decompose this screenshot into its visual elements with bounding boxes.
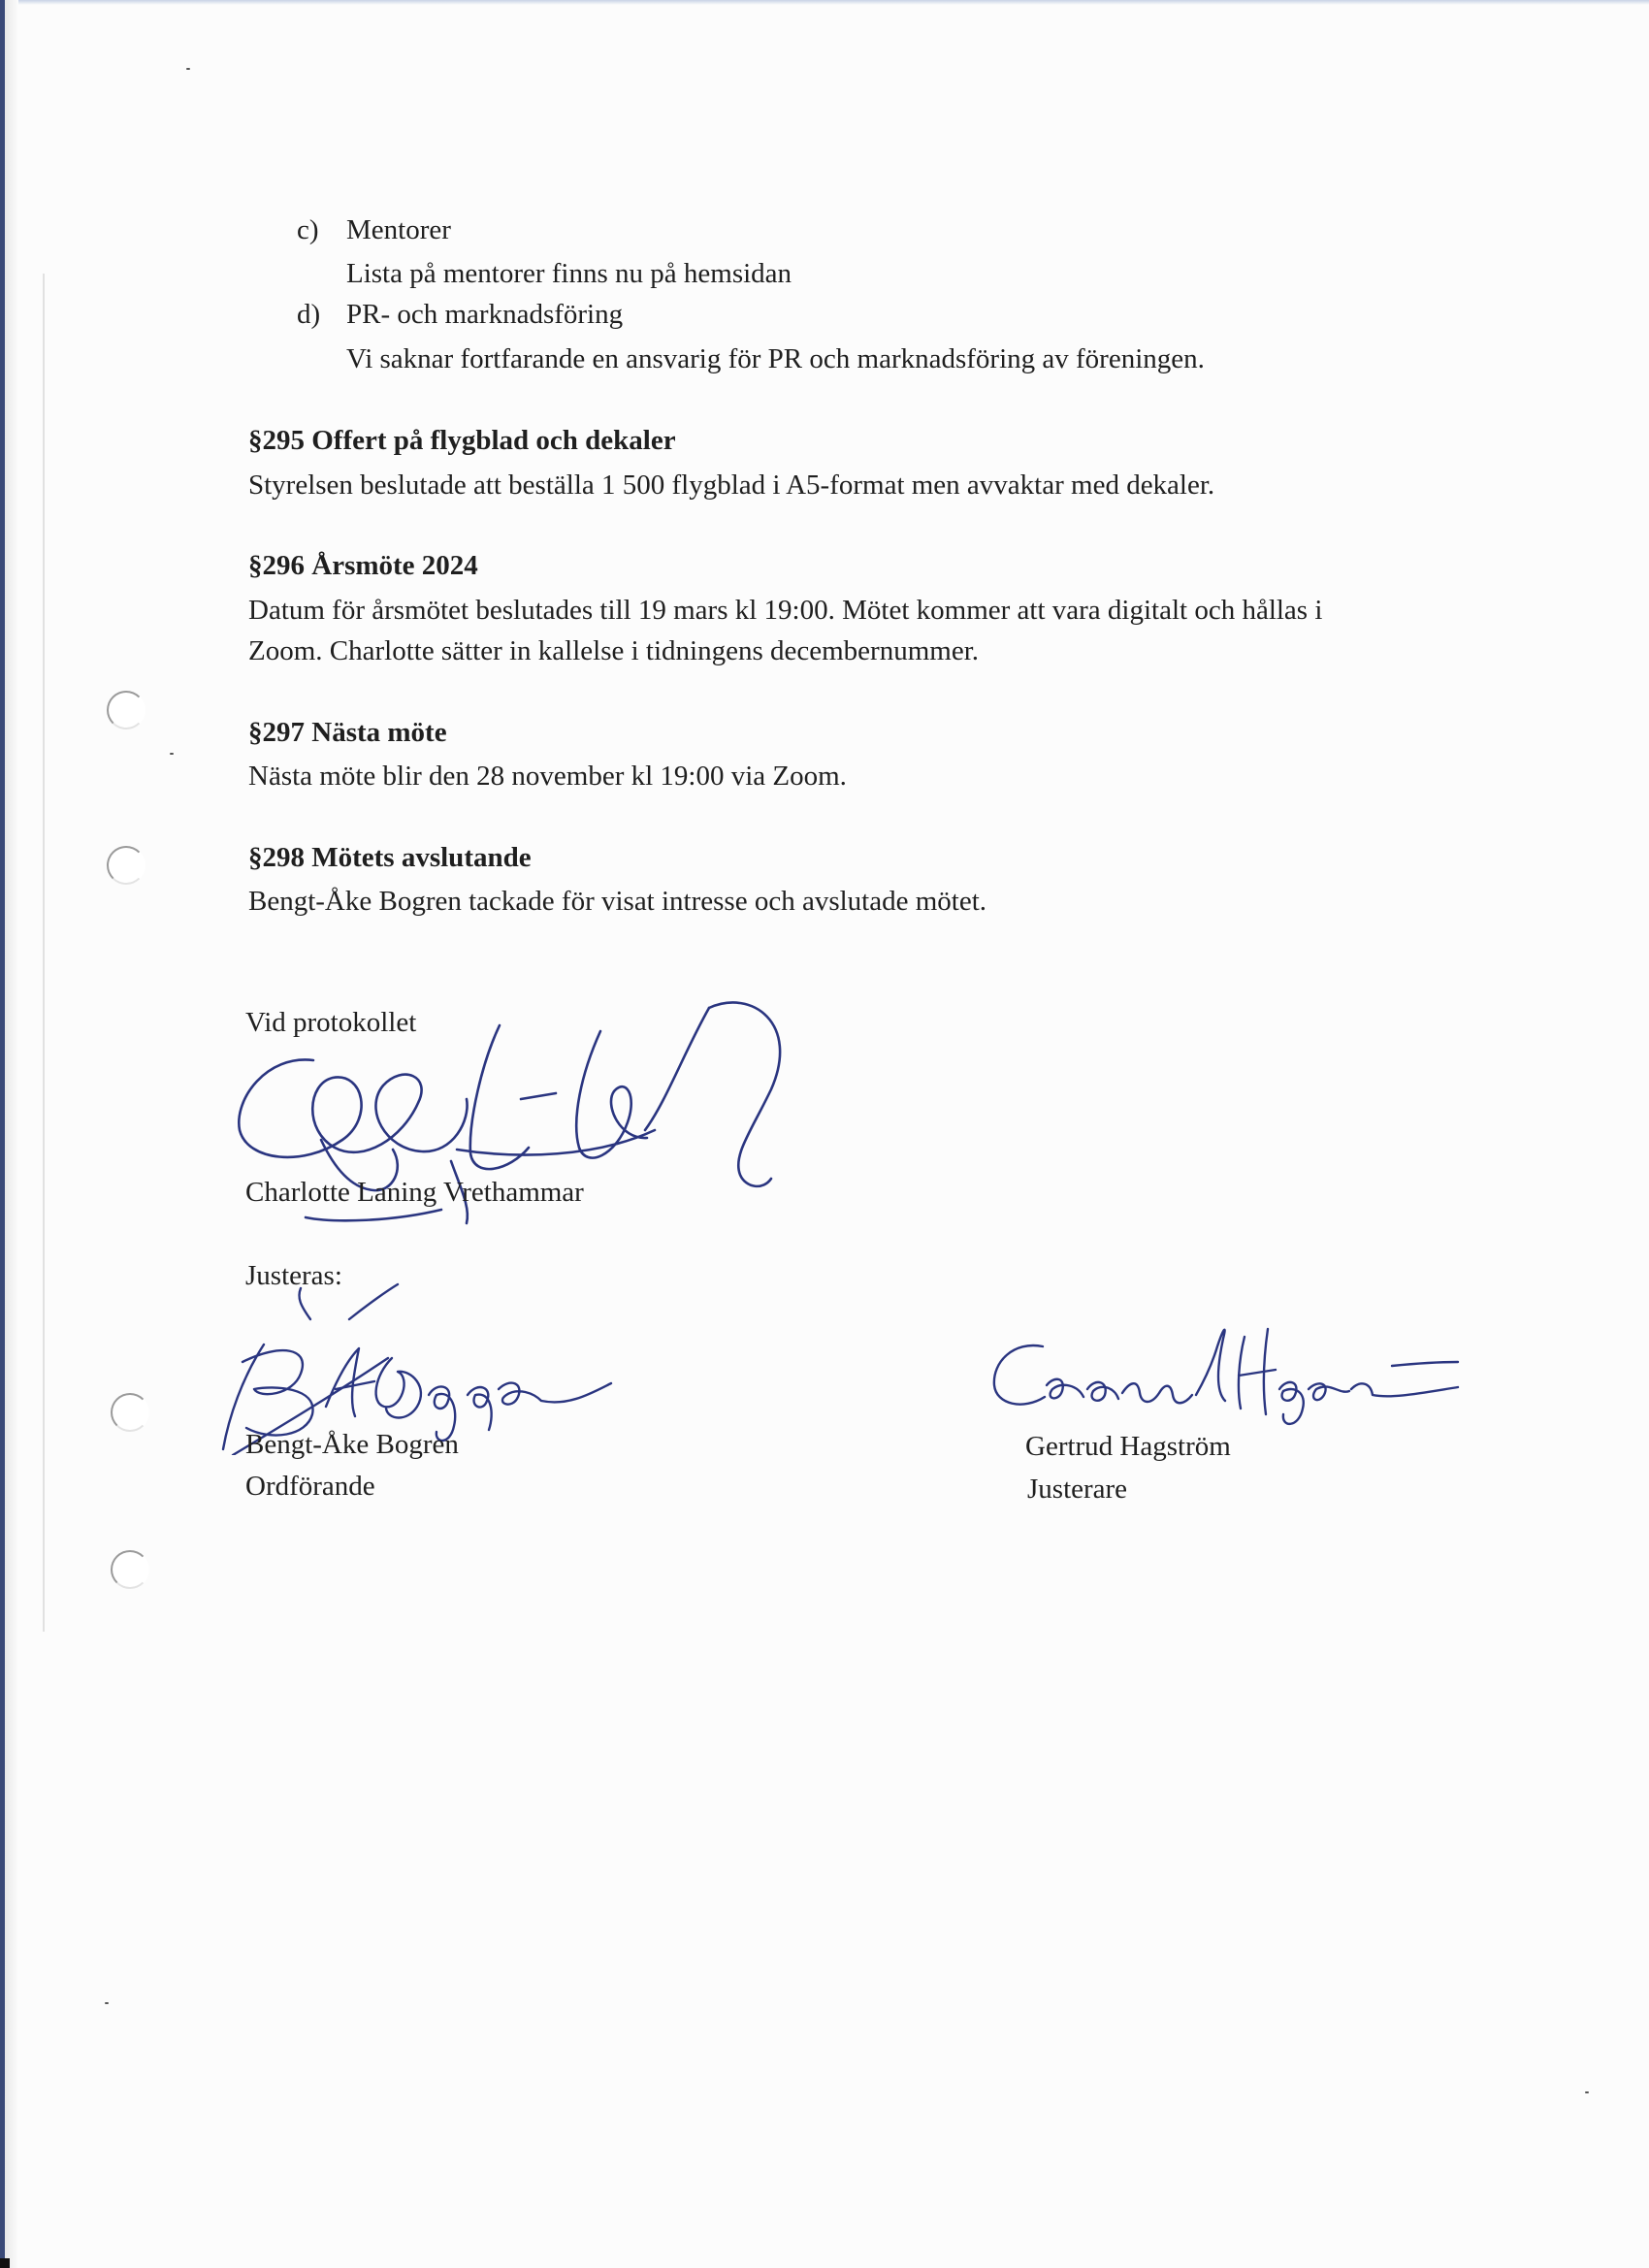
section-heading-297: §297 Nästa möte [248, 717, 447, 748]
scan-speck [186, 68, 190, 70]
adjust-label: Justeras: [245, 1260, 342, 1291]
punch-hole [111, 1550, 149, 1589]
adjuster-name: Gertrud Hagström [1025, 1431, 1231, 1462]
scan-speck [1585, 2091, 1589, 2093]
secretary-name: Charlotte Laning Vrethammar [245, 1177, 584, 1208]
adjuster-signature [985, 1308, 1470, 1434]
punch-hole [107, 691, 146, 729]
section-heading-296: §296 Årsmöte 2024 [248, 550, 478, 581]
section-text-298: Bengt-Åke Bogren tackade för visat intresse och avslutade mötet. [248, 886, 987, 917]
section-text-297: Nästa möte blir den 28 november kl 19:00 via Zoom. [248, 761, 847, 792]
section-text-296-line1: Datum för årsmötet beslutades till 19 mars kl 19:00. Mötet kommer att vara digitalt och hållas i [248, 595, 1323, 626]
item-body-mentorer: Lista på mentorer finns nu på hemsidan [346, 258, 792, 289]
section-heading-298: §298 Mötets avslutande [248, 842, 532, 873]
punch-hole [111, 1393, 149, 1432]
adjuster-role: Justerare [1027, 1474, 1128, 1505]
scan-corner [0, 2258, 10, 2268]
section-heading-295: §295 Offert på flygblad och dekaler [248, 425, 676, 456]
scan-speck [170, 753, 174, 755]
section-text-295: Styrelsen beslutade att beställa 1 500 flygblad i A5-format men avvaktar med dekaler. [248, 470, 1215, 501]
fold-mark [43, 274, 48, 1632]
chair-name: Bengt-Åke Bogren [245, 1429, 459, 1460]
list-marker-d: d) [297, 299, 321, 330]
scan-top-edge [0, 0, 1649, 5]
item-title-mentorer: Mentorer [346, 214, 451, 245]
item-body-pr: Vi saknar fortfarande en ansvarig för PR och marknadsföring av föreningen. [346, 343, 1205, 374]
chair-role: Ordförande [245, 1471, 375, 1502]
protocol-label: Vid protokollet [245, 1007, 417, 1038]
punch-hole [107, 846, 146, 885]
item-title-pr: PR- och marknadsföring [346, 299, 624, 330]
section-text-296-line2: Zoom. Charlotte sätter in kallelse i tidningens decembernummer. [248, 635, 979, 666]
scan-left-shadow [5, 0, 18, 2268]
scan-speck [105, 2002, 109, 2004]
list-marker-c: c) [297, 214, 319, 245]
